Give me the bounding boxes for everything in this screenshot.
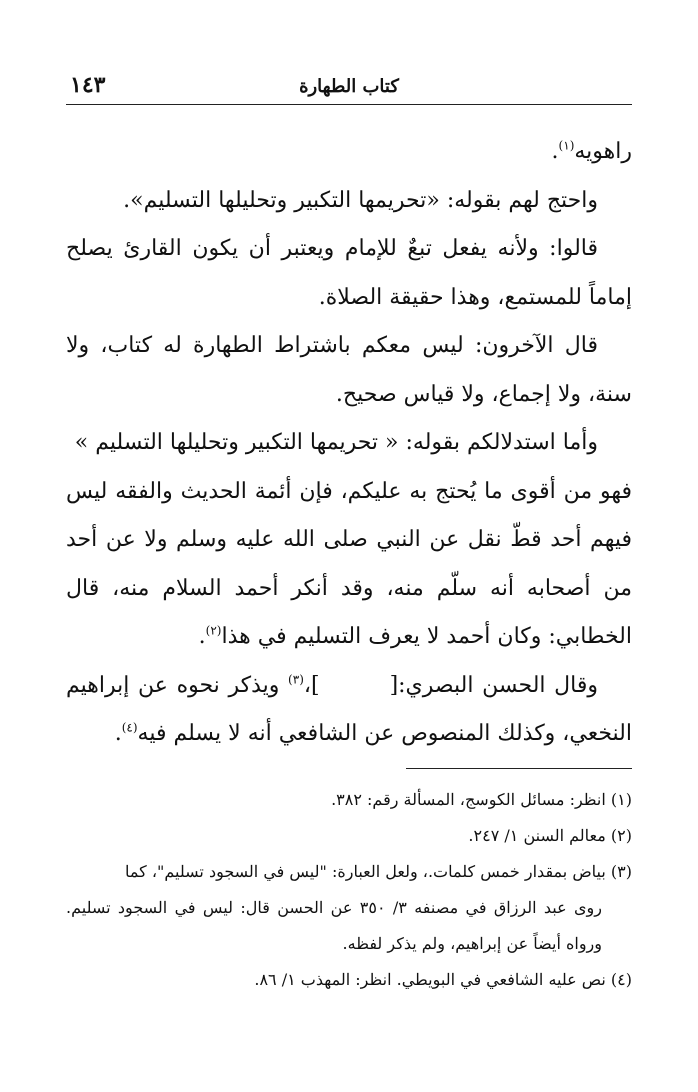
footnote-ref-4[interactable]: (٤) — [121, 720, 138, 735]
paragraph-7-end: . — [114, 721, 122, 746]
paragraph-2: واحتج لهم بقوله: «تحريمها التكبير وتحليلها التسليم». — [123, 187, 598, 213]
header-rule — [66, 104, 632, 105]
footnote-1: (١) انظر: مسائل الكوسج، المسألة رقم: ٣٨٢. — [331, 790, 632, 809]
paragraph-1-text: راهويه — [574, 139, 632, 164]
paragraph-4: قال الآخرون: ليس معكم باشتراط الطهارة له كتاب، ولا سنة، ولا إجماع، ولا قياس صحيح. — [66, 333, 632, 407]
running-title: كتاب الطهارة — [299, 76, 399, 97]
paragraph-7 — [66, 662, 632, 759]
paragraph-5: وأما استدلالكم بقوله: « تحريمها التكبير وتحليلها التسليم » — [74, 430, 598, 455]
paragraph-1 — [66, 128, 632, 177]
footnote-ref-1[interactable]: (١) — [558, 138, 575, 153]
paragraph-6-end: . — [198, 624, 206, 649]
paragraph-3: قالوا: ولأنه يفعل تبعٌ للإمام ويعتبر أن يكون القارئ يصلح إماماً للمستمع، وهذا حقيقة الصلاة. — [66, 236, 632, 310]
footnote-ref-2[interactable]: (٢) — [205, 623, 222, 638]
paragraph-6 — [66, 468, 632, 662]
main-text — [66, 128, 632, 759]
footnote-3-line-1: (٣) بياض بمقدار خمس كلمات.، ولعل العبارة: "ليس في السجود تسليم"، كما — [125, 862, 632, 881]
footnote-3-line-2: روى عبد الرزاق في مصنفه ٣/ ٣٥٠ عن الحسن قال: ليس في السجود تسليم. ورواه أيضاً عن إبراهيم، ولم يذكر لفظه. — [66, 898, 603, 953]
footnotes — [66, 782, 632, 998]
page-header — [70, 72, 628, 102]
footnote-separator — [406, 768, 632, 769]
paragraph-7-start: وقال الحسن البصري:[ — [389, 672, 599, 698]
paragraph-7-bracket: ]، — [303, 672, 320, 698]
page-number: ١٤٣ — [70, 72, 106, 98]
footnote-4: (٤) نص عليه الشافعي في البويطي. انظر: المهذب ١/ ٨٦. — [254, 970, 632, 989]
paragraph-7-text: ويذكر نحوه عن إبراهيم النخعي، وكذلك المنصوص عن الشافعي أنه لا يسلم فيه — [66, 672, 632, 746]
paragraph-1-end: . — [551, 139, 559, 164]
footnote-ref-3[interactable]: (٣) — [288, 672, 304, 687]
footnote-2: (٢) معالم السنن ١/ ٢٤٧. — [468, 826, 632, 845]
paragraph-6-text: فهو من أقوى ما يُحتج به عليكم، فإن أئمة الحديث والفقه ليس فيهم أحد قطّ نقل عن النبي صلى الله عليه وسلم ولا عن أحد من أصحابه أنه سلّم منه، وقد أنكر أحمد السلام منه، قال الخطابي: وكان أحمد لا يعرف التسليم في هذا — [66, 478, 632, 649]
